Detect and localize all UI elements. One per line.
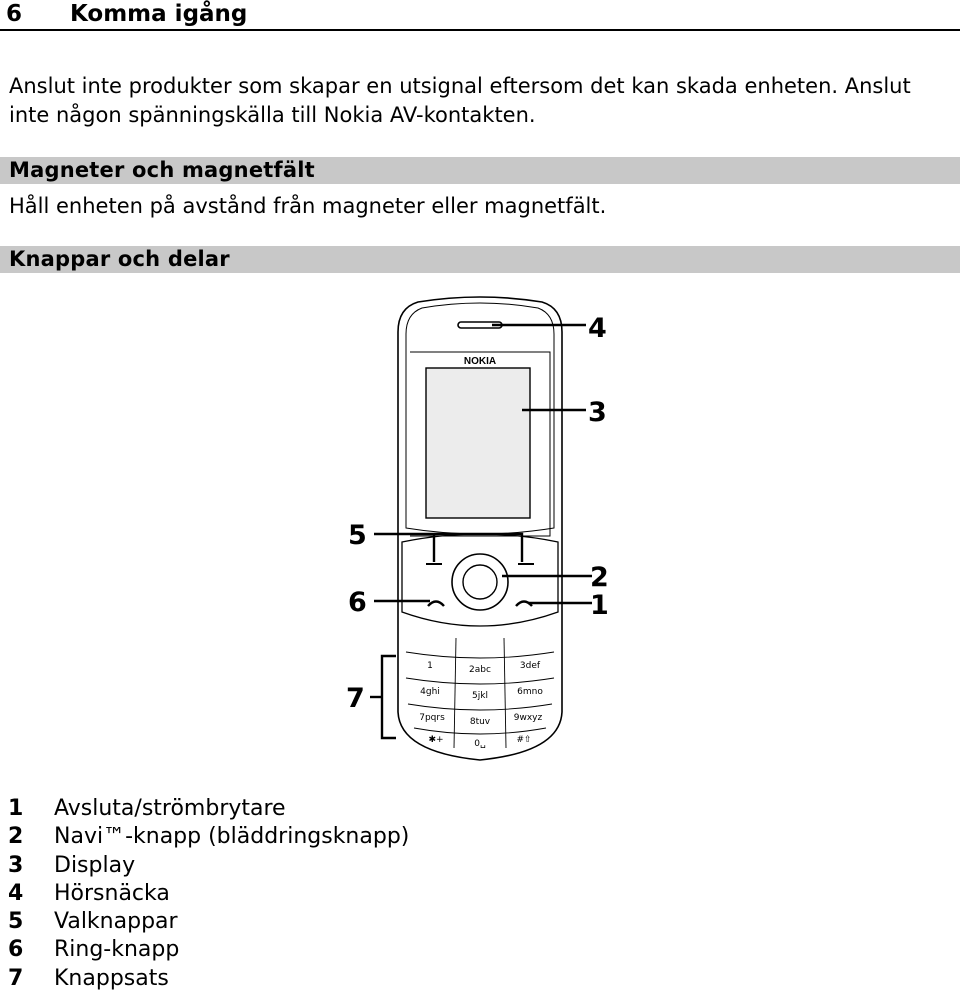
legend-number: 2 [8, 824, 24, 850]
key-3: 3def [519, 661, 541, 671]
legend-number: 1 [8, 796, 24, 821]
legend-number: 3 [8, 852, 24, 878]
legend-item [8, 880, 409, 908]
intro-paragraph: Anslut inte produkter som skapar en utsignal eftersom det kan skada enheten. Anslut inte någon spänningskälla till Nokia AV-kontakten. [9, 74, 911, 127]
legend-label: Avsluta/strömbrytare [54, 796, 286, 821]
section-title-keys: Knappar och delar [9, 247, 230, 271]
legend-number: 7 [8, 965, 24, 991]
callout-line-5 [374, 534, 522, 562]
legend-item [8, 823, 409, 851]
legend-item [8, 936, 409, 964]
callout-bracket-7 [382, 656, 396, 738]
keypad-col-line [454, 638, 456, 748]
page-header [0, 0, 960, 30]
call-key-icon [428, 602, 444, 607]
keypad-row-line [414, 728, 546, 734]
key-6: 6mno [517, 687, 543, 697]
legend-item [8, 852, 409, 880]
magnets-paragraph: Håll enheten på avstånd från magneter eller magnetfält. [9, 194, 607, 218]
callout-5: 5 [348, 520, 367, 551]
page-number: 6 [6, 1, 23, 27]
legend-number: 4 [8, 880, 24, 906]
key-4: 4ghi [420, 687, 440, 697]
callout-2: 2 [590, 562, 609, 593]
keypad-row-line [406, 652, 554, 658]
keypad-col-line [504, 638, 506, 748]
parts-legend [8, 795, 409, 993]
key-star: ✱+ [428, 735, 444, 745]
legend-label: Ring-knapp [54, 937, 180, 963]
callout-6: 6 [348, 587, 367, 618]
phone-illustration [330, 292, 630, 772]
header-rule [0, 29, 960, 31]
display [426, 368, 530, 518]
callout-7: 7 [346, 683, 365, 714]
callout-4: 4 [588, 313, 607, 344]
legend-item [8, 965, 409, 993]
keypad-row-line [406, 678, 554, 684]
brand-logo: NOKIA [463, 356, 497, 367]
legend-label: Knappsats [54, 965, 169, 991]
key-5: 5jkl [472, 691, 488, 701]
legend-label: Display [54, 852, 136, 878]
callout-1: 1 [590, 590, 609, 621]
navi-key-inner [463, 565, 497, 599]
key-8: 8tuv [469, 717, 491, 727]
key-1: 1 [427, 661, 433, 671]
chapter-title: Komma igång [70, 1, 248, 27]
callout-3: 3 [588, 397, 607, 428]
legend-number: 6 [8, 937, 24, 963]
key-9: 9wxyz [513, 713, 543, 723]
legend-item [8, 795, 409, 823]
key-0: 0␣ [474, 739, 486, 749]
legend-item [8, 908, 409, 936]
legend-label: Valknappar [54, 909, 178, 935]
keypad-row-line [408, 704, 552, 710]
slide-panel [402, 534, 558, 626]
legend-label: Hörsnäcka [54, 880, 170, 906]
legend-number: 5 [8, 909, 24, 935]
key-7: 7pqrs [419, 713, 445, 723]
section-bar-magnets [0, 157, 960, 184]
section-title-magnets: Magneter och magnetfält [9, 158, 315, 182]
legend-label: Navi™-knapp (bläddringsknapp) [54, 824, 410, 850]
key-2: 2abc [469, 665, 491, 675]
key-hash: #⇧ [516, 735, 532, 745]
navi-key-outer [452, 554, 508, 610]
section-bar-keys [0, 246, 960, 273]
